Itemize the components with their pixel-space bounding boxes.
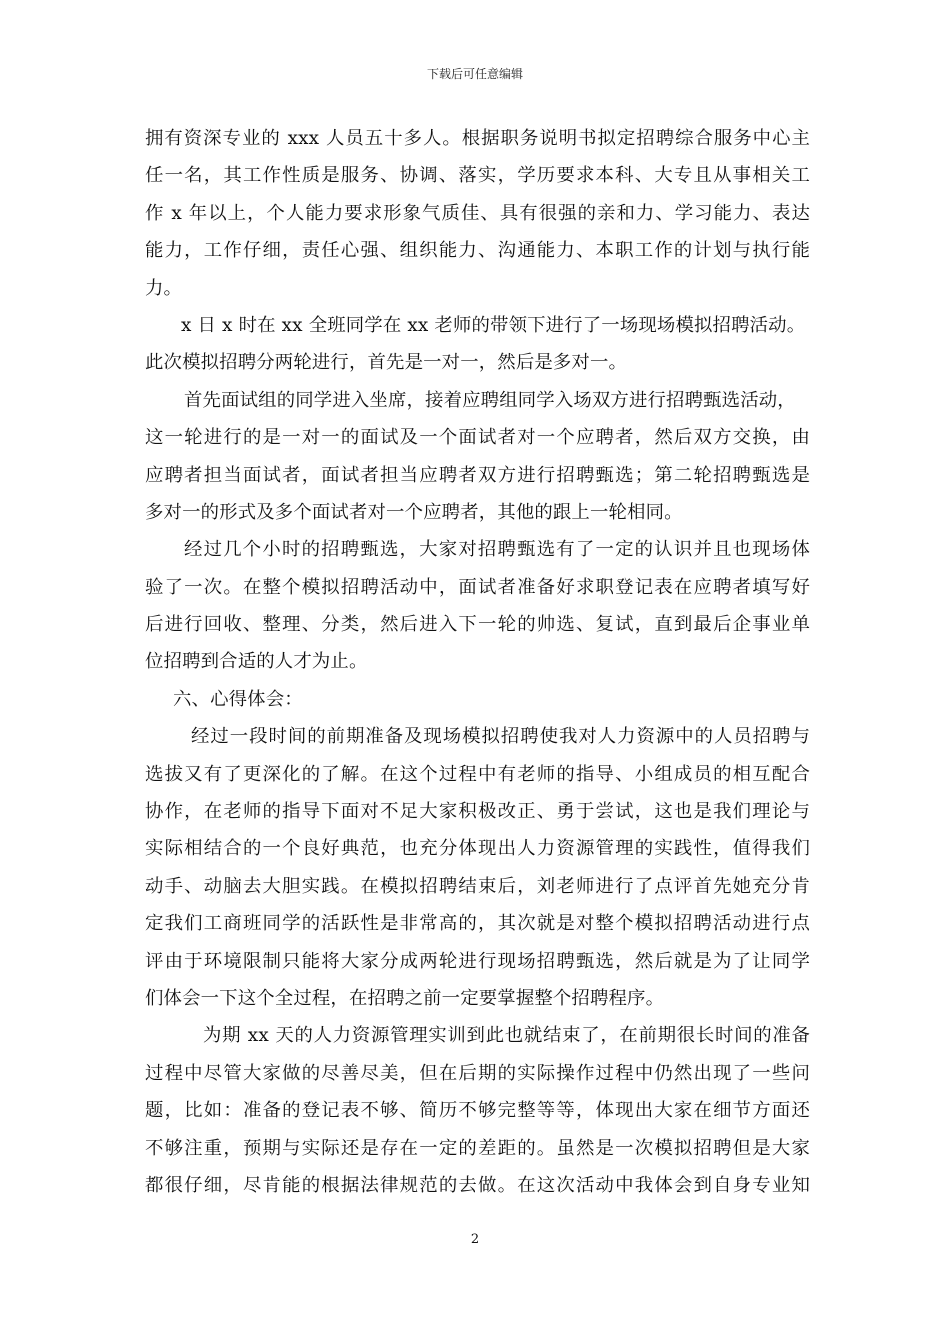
text-line: x 日 x 时在 xx 全班同学在 xx 老师的带领下进行了一场现场模拟招聘活动。 <box>181 314 806 336</box>
text-line: 六、心得体会： <box>173 688 303 710</box>
text-line: 多对一的形式及多个面试者对一个应聘者，其他的跟上一轮相同。 <box>145 501 683 523</box>
text-line: 作 x 年以上，个人能力要求形象气质佳、具有很强的亲和力、学习能力、表达 <box>145 202 810 224</box>
text-line: 首先面试组的同学进入坐席，接着应聘组同学入场双方进行招聘甄选活动， <box>184 389 796 411</box>
text-line: 这一轮进行的是一对一的面试及一个面试者对一个应聘者，然后双方交换，由 <box>145 427 810 449</box>
text-line: 动手、动脑去大胆实践。在模拟招聘结束后，刘老师进行了点评首先她充分肯 <box>145 875 810 897</box>
text-line: 们体会一下这个全过程，在招聘之前一定要掌握整个招聘程序。 <box>145 987 665 1009</box>
text-line: 题，比如：准备的登记表不够、简历不够完整等等，体现出大家在细节方面还 <box>145 1100 810 1122</box>
text-line: 任一名，其工作性质是服务、协调、落实，学历要求本科、大专且从事相关工 <box>145 165 810 187</box>
text-line: 经过一段时间的前期准备及现场模拟招聘使我对人力资源中的人员招聘与 <box>191 726 810 748</box>
text-line: 都很仔细，尽肯能的根据法律规范的去做。在这次活动中我体会到自身专业知 <box>145 1174 810 1196</box>
text-line: 协作，在老师的指导下面对不足大家积极改正、勇于尝试，这也是我们理论与 <box>145 801 810 823</box>
text-line: 拥有资深专业的 xxx 人员五十多人。根据职务说明书拟定招聘综合服务中心主 <box>145 128 810 149</box>
text-line: 力。 <box>145 277 183 299</box>
document-body <box>145 120 810 1204</box>
text-line: 为期 xx 天的人力资源管理实训到此也就结束了，在前期很长时间的准备 <box>203 1025 810 1047</box>
text-line: 评由于环境限制只能将大家分成两轮进行现场招聘甄选，然后就是为了让同学 <box>145 950 810 972</box>
page-number: 2 <box>470 1232 480 1247</box>
page-header: 下载后可任意编辑 <box>426 67 523 81</box>
text-line: 位招聘到合适的人才为止。 <box>145 651 368 673</box>
text-line: 定我们工商班同学的活跃性是非常高的，其次就是对整个模拟招聘活动进行点 <box>145 913 810 935</box>
text-line: 能力，工作仔细，责任心强、组织能力、沟通能力、本职工作的计划与执行能 <box>145 240 810 262</box>
text-line: 过程中尽管大家做的尽善尽美，但在后期的实际操作过程中仍然出现了一些问 <box>145 1062 810 1084</box>
text-line: 不够注重，预期与实际还是存在一定的差距的。虽然是一次模拟招聘但是大家 <box>145 1137 810 1159</box>
text-line: 验了一次。在整个模拟招聘活动中，面试者准备好求职登记表在应聘者填写好 <box>145 576 810 598</box>
text-line: 经过几个小时的招聘甄选，大家对招聘甄选有了一定的认识并且也现场体 <box>184 539 810 561</box>
text-line: 此次模拟招聘分两轮进行，首先是一对一，然后是多对一。 <box>145 352 628 374</box>
text-line: 应聘者担当面试者，面试者担当应聘者双方进行招聘甄选；第二轮招聘甄选是 <box>145 464 810 486</box>
text-line: 选拔又有了更深化的了解。在这个过程中有老师的指导、小组成员的相互配合 <box>145 763 810 785</box>
text-line: 后进行回收、整理、分类，然后进入下一轮的帅选、复试，直到最后企事业单 <box>145 614 810 636</box>
text-line: 实际相结合的一个良好典范，也充分体现出人力资源管理的实践性，值得我们 <box>145 838 810 860</box>
